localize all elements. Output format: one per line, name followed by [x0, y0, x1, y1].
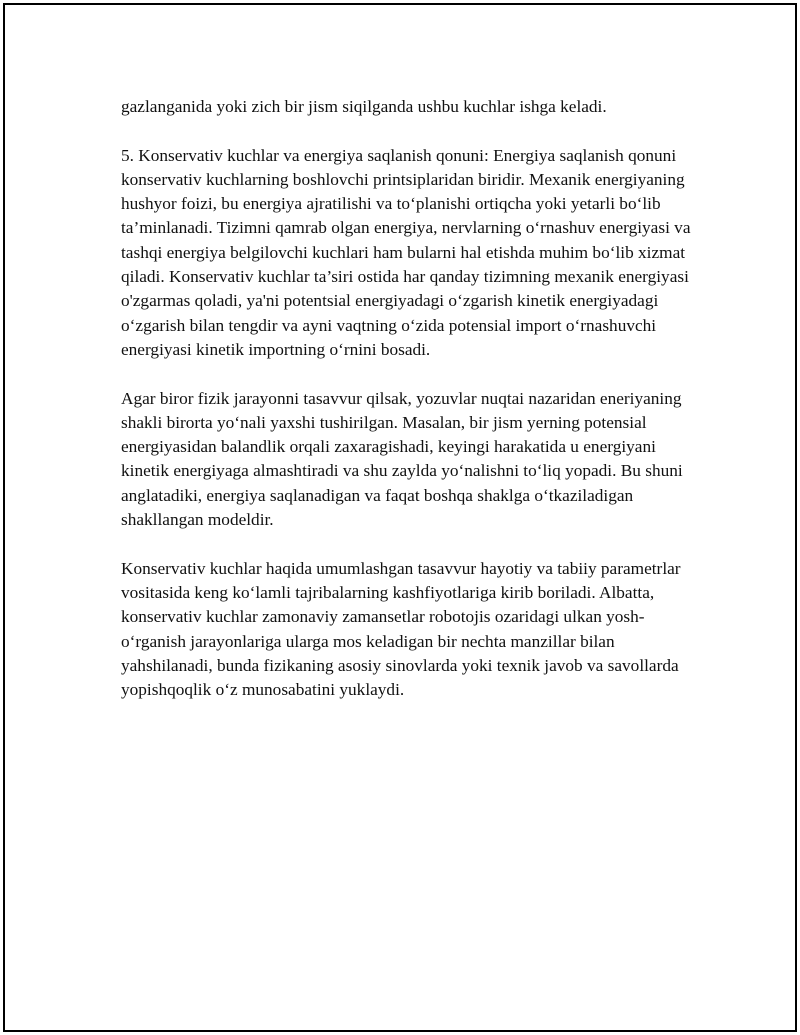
- paragraph-3: Agar biror fizik jarayonni tasavvur qilsak, yozuvlar nuqtai nazaridan eneriyaning shakli birorta yo‘nali yaxshi tushirilgan. Masalan, bir jism yerning potensial energiyasidan balandlik orqali zaxaragishadi, keyingi harakatida u energiyani kinetik energiyaga almashtiradi va shu zaylda yo‘nalishni to‘liq yopadi. Bu shuni anglatadiki, energiya saqlanadigan va faqat boshqa shaklga o‘tkaziladigan shakllangan modeldir.: [121, 388, 683, 530]
- document-page: [3, 3, 797, 1032]
- paragraph-2: 5. Konservativ kuchlar va energiya saqlanish qonuni: Energiya saqlanish qonuni konservativ kuchlarning boshlovchi printsiplaridan biridir. Mexanik energiyaning hushyor foizi, bu energiya ajratilishi va to‘planishi ortiqcha yoki yetarli bo‘lib ta’minlanadi. Tizimni qamrab olgan energiya, nervlarning o‘rnashuv energiyasi va tashqi energiya belgilovchi kuchlari ham bularni hal etishda muhim bo‘lib xizmat qiladi. Konservativ kuchlar ta’siri ostida har qanday tizimning mexanik energiyasi o'zgarmas qoladi, ya'ni potentsial energiyadagi o‘zgarish kinetik energiyadagi o‘zgarish bilan tengdir va ayni vaqtning o‘zida potensial import o‘rnashuvchi energiyasi kinetik importning o‘rnini bosadi.: [121, 145, 691, 359]
- paragraph-1: gazlanganida yoki zich bir jism siqilganda ushbu kuchlar ishga keladi.: [121, 97, 607, 116]
- paragraph-4: Konservativ kuchlar haqida umumlashgan tasavvur hayotiy va tabiiy parametrlar vositasida keng ko‘lamli tajribalarning kashfiyotlariga kirib boriladi. Albatta, konservativ kuchlar zamonaviy zamansetlar robotojis ozaridagi ulkan yosh-o‘rganish jarayonlariga ularga mos keladigan bir nechta manzillar bilan yahshilanadi, bunda fizikaning asosiy sinovlarda yoki texnik javob va savollarda yopishqoqlik o‘z munosabatini yuklaydi.: [121, 558, 681, 700]
- document-body: [121, 95, 701, 727]
